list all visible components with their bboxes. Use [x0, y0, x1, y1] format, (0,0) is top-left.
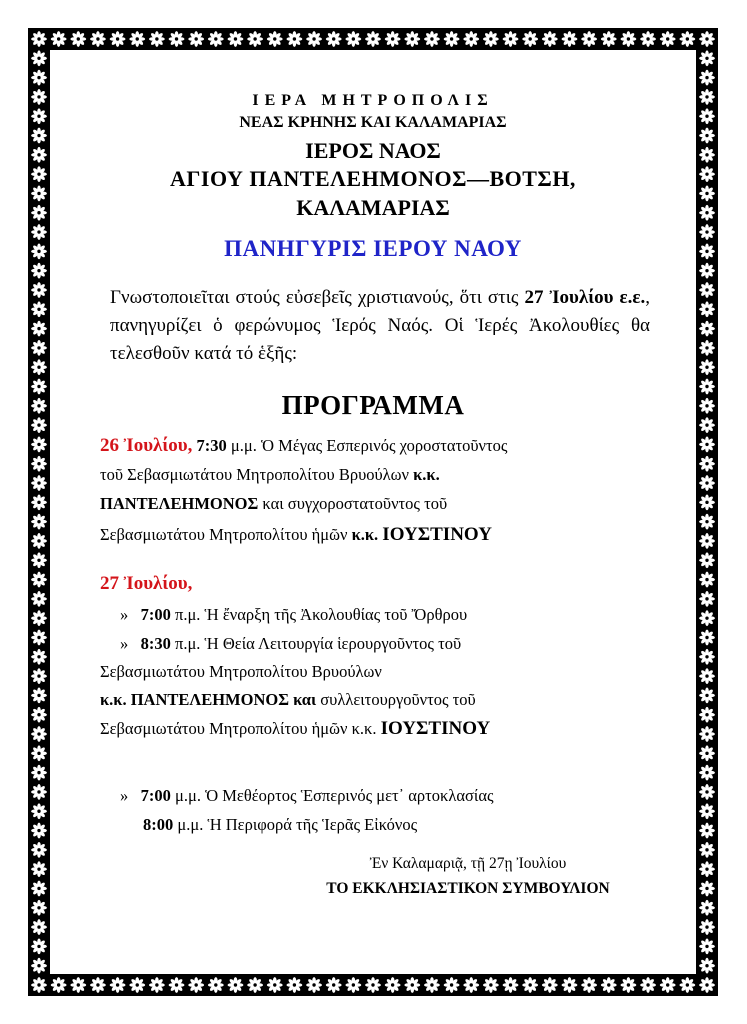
border-flower-icon [463, 977, 479, 993]
border-flower-icon [679, 31, 695, 47]
border-flower-icon [699, 745, 715, 761]
announcement [58, 58, 688, 966]
border-flower-icon [699, 861, 715, 877]
border-flower-icon [699, 456, 715, 472]
church-name: ΑΓΙΟΥ ΠΑΝΤΕΛΕΗΜΟΝΟΣ—ΒΟΤΣΗ, [170, 166, 576, 191]
border-flower-icon [31, 707, 47, 723]
day2-item3-time: 7:00 [140, 786, 171, 805]
border-flower-icon [287, 31, 303, 47]
border-flower-icon [228, 31, 244, 47]
day2-item3 [120, 786, 494, 806]
border-flower-icon [699, 263, 715, 279]
border-flower-icon [699, 89, 715, 105]
border-flower-icon [31, 243, 47, 259]
day2-item1-text: π.μ. Ἡ ἔναρξη τῆς Ἀκολουθίας τοῦ Ὄρθρου [170, 605, 468, 624]
border-flower-icon [31, 900, 47, 916]
border-flower-icon [31, 977, 47, 993]
border-flower-icon [326, 31, 342, 47]
church-location: ΚΑΛΑΜΑΡΙΑΣ [296, 195, 450, 220]
border-flower-icon [267, 977, 283, 993]
day2-item2-line2 [100, 662, 382, 682]
border-flower-icon [31, 70, 47, 86]
border-flower-icon [365, 977, 381, 993]
border-flower-icon [365, 31, 381, 47]
day1-line3 [100, 494, 447, 514]
day1-bishop1: ΠΑΝΤΕΛΕΗΜΟΝΟΣ [100, 494, 259, 513]
border-flower-icon [51, 977, 67, 993]
day1-date: 26 Ἰουλίου, [100, 435, 193, 456]
border-flower-icon [699, 803, 715, 819]
border-flower-icon [31, 166, 47, 182]
border-flower-icon [581, 31, 597, 47]
border-flower-icon [149, 977, 165, 993]
border-flower-icon [601, 31, 617, 47]
day2-item2-line3 [100, 690, 476, 710]
border-flower-icon [110, 31, 126, 47]
intro-paragraph [110, 284, 650, 368]
day2-item2-text2: Σεβασμιωτάτου Μητροπολίτου Βρυούλων [100, 662, 382, 681]
intro-text-start: Γνωστοποιεῖται στούς εὐσεβεῖς χριστιανούς, ὅτι στις [110, 287, 525, 308]
border-flower-icon [699, 205, 715, 221]
border-flower-icon [31, 552, 47, 568]
border-flower-icon [31, 417, 47, 433]
border-flower-icon [31, 861, 47, 877]
day2-item2-text3: συλλειτουργοῦντος τοῦ [316, 690, 476, 709]
border-flower-icon [699, 688, 715, 704]
border-flower-icon [31, 186, 47, 202]
border-flower-icon [699, 31, 715, 47]
border-flower-icon [699, 166, 715, 182]
border-flower-icon [699, 707, 715, 723]
border-flower-icon [699, 243, 715, 259]
bullet: » [120, 605, 129, 624]
border-flower-icon [699, 186, 715, 202]
border-flower-icon [699, 552, 715, 568]
border-flower-icon [31, 649, 47, 665]
border-flower-icon [31, 31, 47, 47]
border-flower-icon [110, 977, 126, 993]
day2-date-line [100, 573, 192, 595]
border-flower-icon [31, 765, 47, 781]
day1-line1 [100, 435, 507, 457]
border-flower-icon [326, 977, 342, 993]
border-flower-icon [699, 881, 715, 897]
border-flower-icon [31, 379, 47, 395]
border-flower-icon [267, 31, 283, 47]
border-flower-icon [188, 977, 204, 993]
border-flower-icon [31, 263, 47, 279]
border-flower-icon [31, 437, 47, 453]
day2-item2-time: 8:30 [140, 634, 171, 653]
border-flower-icon [699, 610, 715, 626]
border-flower-icon [31, 456, 47, 472]
day2-item2-text: π.μ. Ἡ Θεία Λειτουργία ἱερουργοῦντος τοῦ [170, 634, 462, 653]
border-flower-icon [562, 31, 578, 47]
border-flower-icon [31, 842, 47, 858]
border-flower-icon [699, 224, 715, 240]
bullet: » [120, 786, 129, 805]
border-flower-icon [699, 784, 715, 800]
border-flower-icon [699, 591, 715, 607]
border-flower-icon [562, 977, 578, 993]
border-flower-icon [542, 31, 558, 47]
border-flower-icon [31, 282, 47, 298]
border-flower-icon [306, 977, 322, 993]
intro-day: 27 [524, 287, 544, 308]
border-flower-icon [503, 31, 519, 47]
border-flower-icon [699, 321, 715, 337]
border-flower-icon [444, 977, 460, 993]
border-flower-icon [208, 31, 224, 47]
border-flower-icon [31, 340, 47, 356]
border-flower-icon [31, 50, 47, 66]
border-flower-icon [31, 224, 47, 240]
border-flower-icon [699, 958, 715, 974]
border-flower-icon [522, 977, 538, 993]
border-flower-icon [247, 31, 263, 47]
border-flower-icon [31, 494, 47, 510]
border-flower-icon [699, 379, 715, 395]
border-flower-icon [31, 668, 47, 684]
border-flower-icon [90, 977, 106, 993]
border-flower-icon [699, 494, 715, 510]
border-flower-icon [699, 108, 715, 124]
signature-council: ΤΟ ΕΚΚΛΗΣΙΑΣΤΙΚΟΝ ΣΥΜΒΟΥΛΙΟΝ [326, 880, 610, 897]
border-flower-icon [247, 977, 263, 993]
day2-date: 27 Ἰουλίου, [100, 573, 193, 594]
border-flower-icon [699, 301, 715, 317]
border-flower-icon [699, 842, 715, 858]
border-flower-icon [31, 745, 47, 761]
border-flower-icon [169, 977, 185, 993]
church-label: ΙΕΡΟΣ ΝΑΟΣ [305, 138, 441, 163]
border-flower-icon [90, 31, 106, 47]
day2-item4-text: μ.μ. Ἡ Περιφορά τῆς Ἱερᾶς Εἰκόνος [173, 815, 418, 834]
border-flower-icon [699, 475, 715, 491]
day1-line4 [100, 524, 492, 546]
border-flower-icon [679, 977, 695, 993]
day2-item3-text: μ.μ. Ὁ Μεθέορτος Ἑσπερινός μετ᾽ αρτοκλασίας [170, 786, 494, 805]
day1-time: 7:30 [196, 436, 227, 455]
border-flower-icon [31, 958, 47, 974]
border-flower-icon [640, 31, 656, 47]
border-flower-icon [129, 31, 145, 47]
border-flower-icon [483, 977, 499, 993]
border-flower-icon [31, 919, 47, 935]
border-flower-icon [699, 649, 715, 665]
day2-item4-time: 8:00 [143, 815, 174, 834]
intro-text-end: , πανηγυρίζει ὁ φερώνυμος Ἱερός Ναός. Οἱ Ἱερές Ἀκολουθίες θα τελεσθοῦν κατά τό ἑξῆς: [110, 287, 650, 364]
diocese-heading: ΝΕΑΣ ΚΡΗΝΗΣ ΚΑΙ ΚΑΛΑΜΑΡΙΑΣ [239, 114, 507, 131]
border-flower-icon [621, 977, 637, 993]
border-flower-icon [699, 398, 715, 414]
day1-text2: τοῦ Σεβασμιωτάτου Μητροπολίτου Βρυούλων [100, 465, 414, 484]
programme-title: ΠΡΟΓΡΑΜΜΑ [281, 390, 465, 420]
border-flower-icon [660, 31, 676, 47]
border-flower-icon [699, 437, 715, 453]
border-flower-icon [228, 977, 244, 993]
day1-text3: και συγχοροστατοῦντος τοῦ [258, 494, 448, 513]
border-flower-icon [385, 31, 401, 47]
day2-bishop2: ΙΟΥΣΤΙΝΟΥ [380, 718, 491, 739]
border-flower-icon [621, 31, 637, 47]
border-flower-icon [542, 977, 558, 993]
border-flower-icon [699, 417, 715, 433]
border-flower-icon [31, 533, 47, 549]
border-flower-icon [699, 668, 715, 684]
border-flower-icon [31, 398, 47, 414]
border-flower-icon [31, 572, 47, 588]
border-flower-icon [699, 765, 715, 781]
day2-item1-time: 7:00 [140, 605, 171, 624]
border-flower-icon [31, 321, 47, 337]
border-flower-icon [31, 108, 47, 124]
border-flower-icon [699, 70, 715, 86]
border-flower-icon [699, 359, 715, 375]
border-flower-icon [31, 938, 47, 954]
day1-line2 [100, 465, 440, 485]
border-flower-icon [660, 977, 676, 993]
day2-item1 [120, 605, 467, 625]
border-flower-icon [129, 977, 145, 993]
festival-title: ΠΑΝΗΓΥΡΙΣ ΙΕΡΟΥ ΝΑΟΥ [224, 236, 522, 261]
day2-item2-line4 [100, 718, 490, 740]
border-flower-icon [444, 31, 460, 47]
border-flower-icon [522, 31, 538, 47]
border-flower-icon [424, 31, 440, 47]
border-flower-icon [699, 282, 715, 298]
day1-text4: Σεβασμιωτάτου Μητροπολίτου ἡμῶν [100, 525, 352, 544]
border-flower-icon [483, 31, 499, 47]
border-flower-icon [699, 50, 715, 66]
day1-text1: μ.μ. Ὁ Μέγας Εσπερινός χοροστατοῦντος [226, 436, 508, 455]
border-flower-icon [51, 31, 67, 47]
border-flower-icon [699, 572, 715, 588]
border-flower-icon [463, 31, 479, 47]
border-flower-icon [70, 31, 86, 47]
border-flower-icon [31, 630, 47, 646]
border-flower-icon [208, 977, 224, 993]
border-flower-icon [31, 881, 47, 897]
border-flower-icon [31, 784, 47, 800]
border-flower-icon [149, 31, 165, 47]
metropolis-heading: ΙΕΡΑ ΜΗΤΡΟΠΟΛΙΣ [252, 92, 494, 109]
border-flower-icon [31, 359, 47, 375]
border-flower-icon [699, 919, 715, 935]
border-flower-icon [699, 726, 715, 742]
border-flower-icon [31, 205, 47, 221]
intro-month: Ἰουλίου ε.ε. [549, 287, 646, 308]
day1-kk2: κ.κ. [351, 525, 379, 544]
border-flower-icon [31, 591, 47, 607]
border-flower-icon [699, 977, 715, 993]
day1-kk1: κ.κ. [413, 465, 440, 484]
day2-item2 [120, 634, 461, 654]
border-flower-icon [699, 147, 715, 163]
border-flower-icon [503, 977, 519, 993]
border-flower-icon [699, 340, 715, 356]
border-flower-icon [424, 977, 440, 993]
border-flower-icon [345, 977, 361, 993]
border-flower-icon [699, 533, 715, 549]
border-flower-icon [31, 128, 47, 144]
border-flower-icon [188, 31, 204, 47]
day2-bishop1: κ.κ. ΠΑΝΤΕΛΕΗΜΟΝΟΣ και [100, 690, 317, 709]
border-flower-icon [385, 977, 401, 993]
border-flower-icon [31, 89, 47, 105]
border-flower-icon [31, 823, 47, 839]
border-flower-icon [31, 688, 47, 704]
border-flower-icon [640, 977, 656, 993]
day2-item2-text4: Σεβασμιωτάτου Μητροπολίτου ἡμῶν κ.κ. [100, 719, 381, 738]
border-flower-icon [699, 823, 715, 839]
border-flower-icon [31, 301, 47, 317]
border-flower-icon [699, 128, 715, 144]
border-flower-icon [404, 31, 420, 47]
day2-item4 [143, 815, 417, 835]
border-flower-icon [601, 977, 617, 993]
border-flower-icon [699, 630, 715, 646]
border-flower-icon [345, 31, 361, 47]
border-flower-icon [287, 977, 303, 993]
border-flower-icon [31, 803, 47, 819]
border-flower-icon [70, 977, 86, 993]
border-flower-icon [31, 610, 47, 626]
border-flower-icon [31, 514, 47, 530]
border-flower-icon [31, 147, 47, 163]
day1-bishop2: ΙΟΥΣΤΙΝΟΥ [382, 524, 492, 545]
border-flower-icon [31, 475, 47, 491]
signature-place-date: Ἐν Καλαμαριᾷ, τῇ 27ῃ Ἰουλίου [369, 855, 567, 872]
border-flower-icon [306, 31, 322, 47]
border-flower-icon [699, 900, 715, 916]
border-flower-icon [169, 31, 185, 47]
border-flower-icon [581, 977, 597, 993]
border-flower-icon [31, 726, 47, 742]
bullet: » [120, 634, 129, 653]
border-flower-icon [699, 938, 715, 954]
border-flower-icon [404, 977, 420, 993]
border-flower-icon [699, 514, 715, 530]
